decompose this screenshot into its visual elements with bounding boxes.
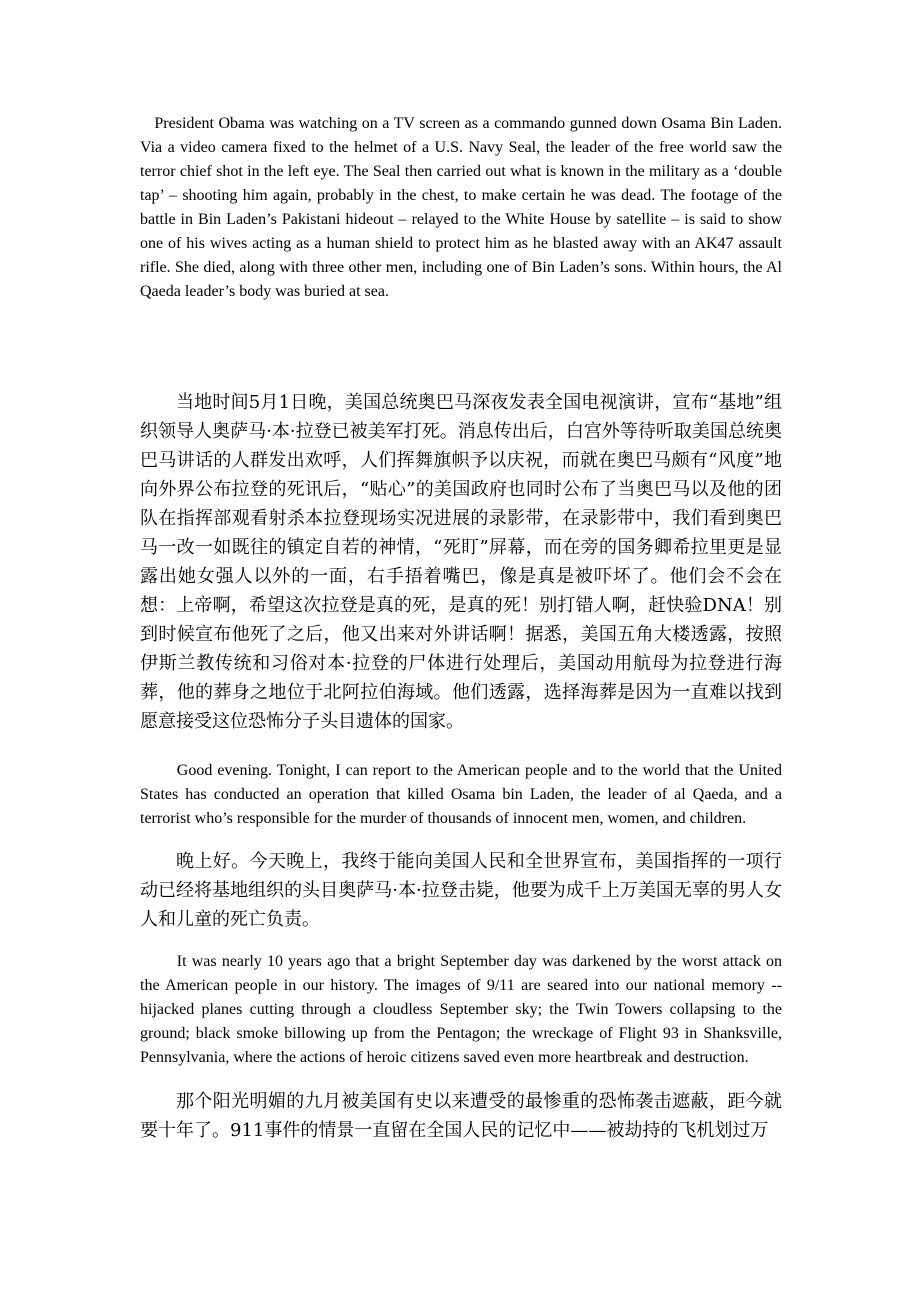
paragraph-zh-speech-1: 晚上好。今天晚上，我终于能向美国人民和全世界宣布，美国指挥的一项行动已经将基地组织的头目奥萨马·本·拉登击毙，他要为成千上万美国无辜的男人女人和儿童的死亡负责。 — [140, 851, 782, 930]
paragraph-en-speech-1: Good evening. Tonight, I can report to the American people and to the world that the United States has conducted an operation that killed Osama bin Laden, the leader of al Qaeda, and a terrorist who’s responsible for the murder of thousands of innocent men, women, and children. — [140, 762, 782, 827]
paragraph-zh-speech-2: 那个阳光明媚的九月被美国有史以来遭受的最惨重的恐怖袭击遮蔽，距今就要十年了。911事件的情景一直留在全国人民的记忆中——被劫持的飞机划过万 — [140, 1091, 782, 1141]
document-page — [140, 112, 782, 1145]
paragraph-en-speech-2: It was nearly 10 years ago that a bright September day was darkened by the worst attack on the American people in our history. The images of 9/11 are seared into our national memory -- hijacked planes cutting through a cloudless September sky; the Twin Towers collapsing to the ground; black smoke billowing up from the Pentagon; the wreckage of Flight 93 in Shanksville, Pennsylvania, where the actions of heroic citizens saved even more heartbreak and destruction. — [140, 953, 782, 1066]
paragraph-en-intro: President Obama was watching on a TV screen as a commando gunned down Osama Bin Laden. Via a video camera fixed to the helmet of a U.S. Navy Seal, the leader of the free world saw the terror chief shot in the left eye. The Seal then carried out what is known in the military as a ‘double tap’ – shooting him again, probably in the chest, to make certain he was dead. The footage of the battle in Bin Laden’s Pakistani hideout – relayed to the White House by satellite – is said to show one of his wives acting as a human shield to protect him as he blasted away with an AK47 assault rifle. She died, along with three other men, including one of Bin Laden’s sons. Within hours, the Al Qaeda leader’s body was buried at sea. — [140, 115, 782, 300]
paragraph-zh-news: 当地时间5月1日晚，美国总统奥巴马深夜发表全国电视演讲，宣布“基地”组织领导人奥萨马·本·拉登已被美军打死。消息传出后，白宫外等待听取美国总统奥巴马讲话的人群发出欢呼，人们挥舞旗帜予以庆祝，而就在奥巴马颇有“风度”地向外界公布拉登的死讯后，“贴心”的美国政府也同时公布了当奥巴马以及他的团队在指挥部观看射杀本拉登现场实况进展的录影带，在录影带中，我们看到奥巴马一改一如既往的镇定自若的神情，“死盯”屏幕，而在旁的国务卿希拉里更是显露出她女强人以外的一面，右手捂着嘴巴，像是真是被吓坏了。他们会不会在想：上帝啊，希望这次拉登是真的死，是真的死！别打错人啊，赶快验DNA！别到时候宣布他死了之后，他又出来对外讲话啊！据悉，美国五角大楼透露，按照伊斯兰教传统和习俗对本·拉登的尸体进行处理后，美国动用航母为拉登进行海葬，他的葬身之地位于北阿拉伯海域。他们透露，选择海葬是因为一直难以找到愿意接受这位恐怖分子头目遗体的国家。 — [140, 392, 782, 732]
